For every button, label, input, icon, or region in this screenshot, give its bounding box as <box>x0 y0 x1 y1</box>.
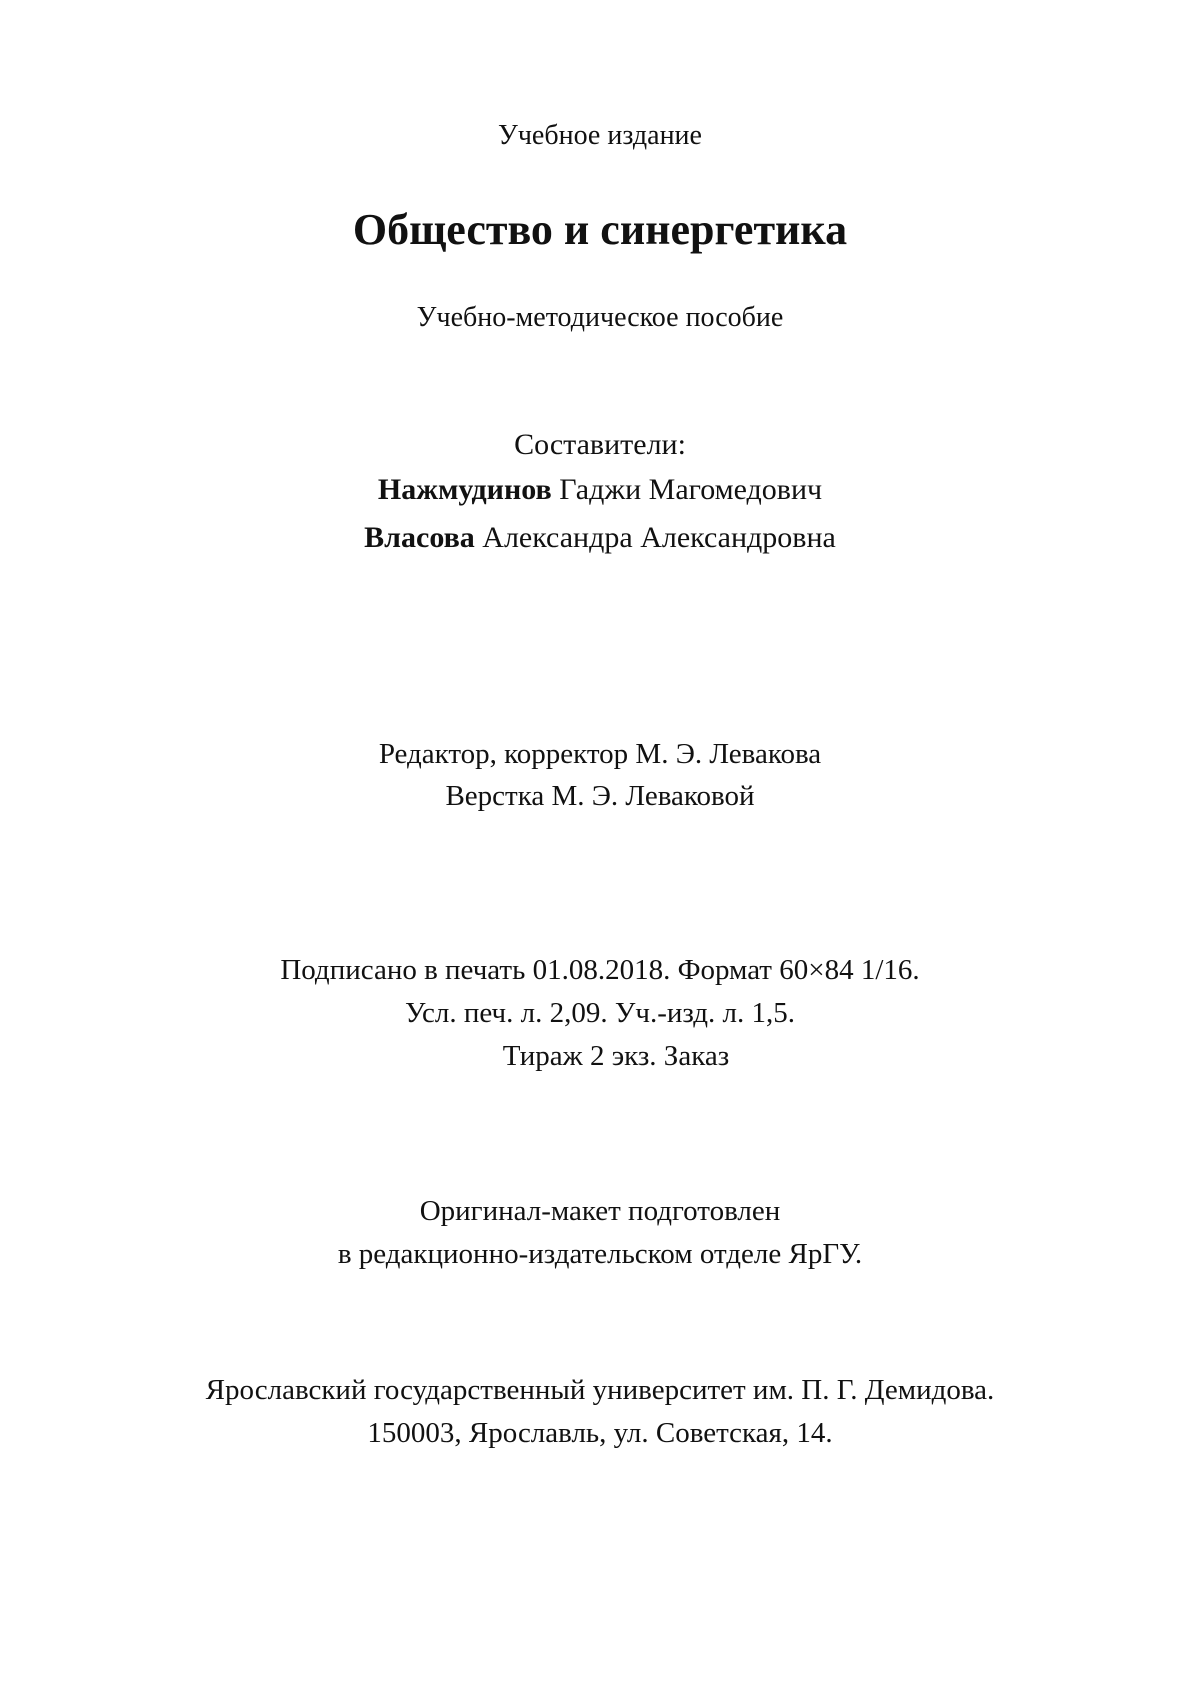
compiler-2-surname: Власова <box>364 521 475 554</box>
compiler-2 <box>0 520 1200 556</box>
editor-line: Редактор, корректор М. Э. Левакова <box>378 738 822 770</box>
book-title: Общество и синергетика <box>352 205 848 254</box>
compiler-1 <box>0 472 1200 508</box>
layout-line: Верстка М. Э. Леваковой <box>445 780 755 812</box>
publisher-name: Ярославский государственный университет им. П. Г. Демидова. <box>205 1374 995 1406</box>
book-subtitle: Учебно-методическое пособие <box>416 302 784 333</box>
print-info-line-3: Тираж 2 экз. Заказ <box>502 1040 730 1072</box>
compiler-1-surname: Нажмудинов <box>377 473 552 506</box>
publisher-address: 150003, Ярославль, ул. Советская, 14. <box>367 1417 833 1449</box>
edition-type: Учебное издание <box>498 120 702 151</box>
compiler-2-given: Александра Александровна <box>482 521 836 554</box>
compilers-label: Составители: <box>514 428 686 461</box>
print-info-line-1: Подписано в печать 01.08.2018. Формат 60×84 1/16. <box>280 954 920 986</box>
print-info-line-2: Усл. печ. л. 2,09. Уч.-изд. л. 1,5. <box>404 997 796 1029</box>
origin-line-1: Оригинал-макет подготовлен <box>419 1195 781 1227</box>
origin-line-2: в редакционно-издательском отделе ЯрГУ. <box>337 1238 863 1270</box>
compiler-1-given: Гаджи Магомедович <box>559 473 823 506</box>
